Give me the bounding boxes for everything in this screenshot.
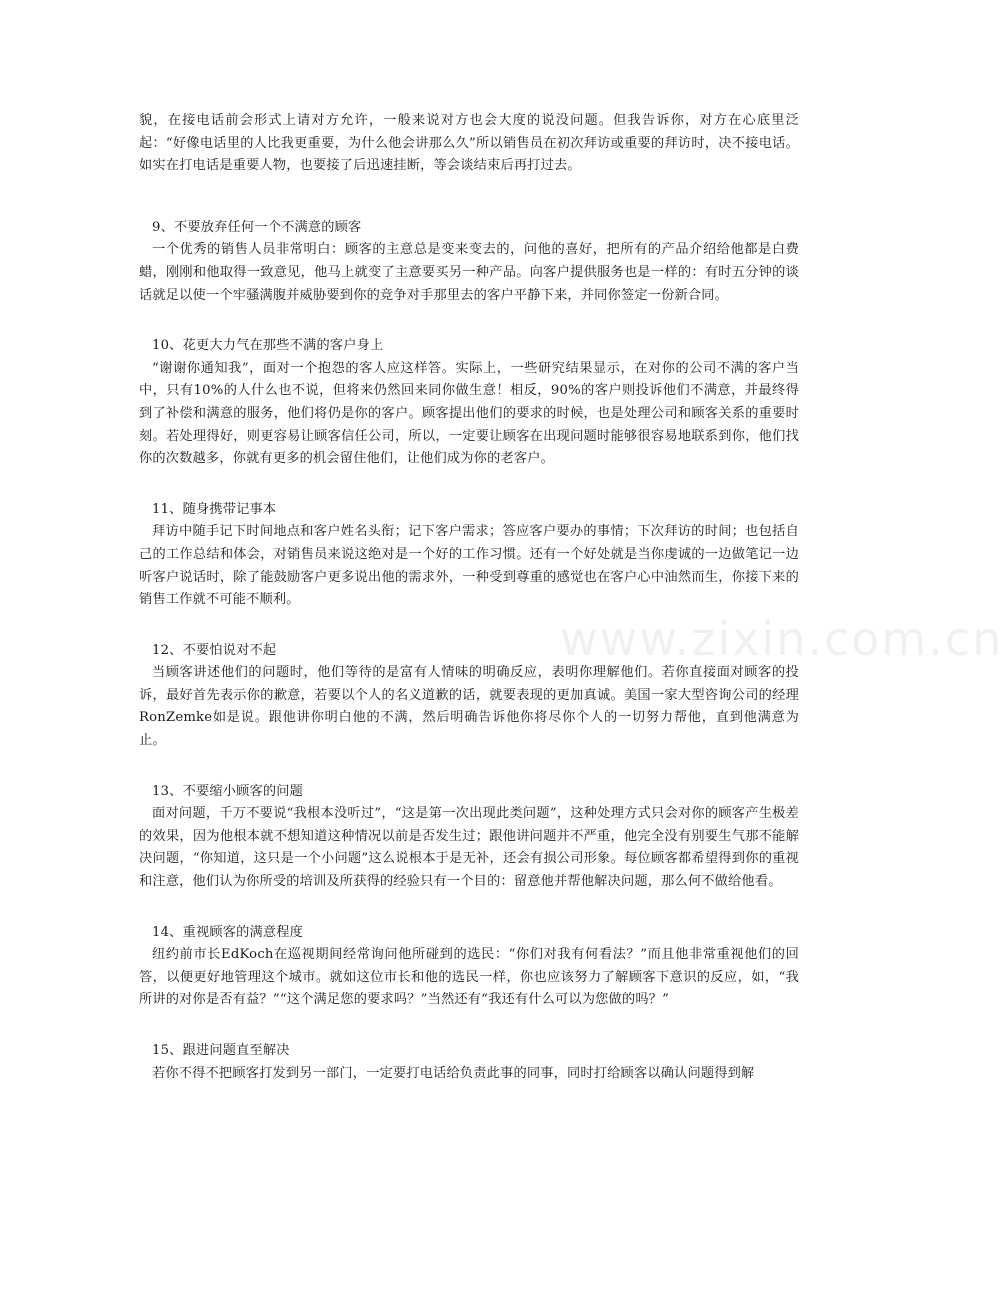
section-heading-14: 14、重视顾客的满意程度: [152, 924, 304, 940]
section-body-10: “谢谢你通知我”，面对一个抱怨的客人应这样答。实际上，一些研究结果显示，在对你的公司不满的客户当中，只有10%的人什么也不说，但将来仍然回来同你做生意！相反，90%的客户则投诉他们不满意，并最终得到了补偿和满意的服务，他们将仍是你的客户。顾客提出他们的要求的时候，也是处理公司和顾客关系的重要时刻。若处理得好，则更容易让顾客信任公司，所以，一定要让顾客在出现问题时能够很容易地联系到你，他们找你的次数越多，你就有更多的机会留住他们，让他们成为你的老客户。: [139, 360, 799, 467]
section-gap: [139, 612, 799, 640]
section-body-15: 若你不得不把顾客打发到另一部门，一定要打电话给负责此事的同事，同时打给顾客以确认问题得到解: [152, 1065, 755, 1081]
section-heading-9: 9、不要放弃任何一个不满意的顾客: [152, 219, 362, 235]
watermark-text: www.zixin.com.cn: [560, 612, 1003, 666]
section-body-12: 当顾客讲述他们的问题时，他们等待的是富有人情味的明确反应，表明你理解他们。若你直接面对顾客的投诉，最好首先表示你的歉意，若要以个人的名义道歉的话，就要表现的更加真诚。美国一家大型咨询公司的经理RonZemke如是说。跟他讲你明白他的不满，然后明确告诉他你将尽你个人的一切努力帮他，直到他满意为止。: [139, 665, 799, 749]
section-heading-11: 11、随身携带记事本: [152, 501, 277, 517]
section-gap: [139, 307, 799, 335]
document-page: [139, 110, 799, 1085]
section-heading-12: 12、不要怕说对不起: [152, 642, 277, 658]
section-body-9: 一个优秀的销售人员非常明白：顾客的主意总是变来变去的，问他的喜好，把所有的产品介绍给他都是白费蜡，刚刚和他取得一致意见，他马上就变了主意要买另一种产品。向客户提供服务也是一样的：有时五分钟的谈话就足以使一个牢骚满腹并威胁要到你的竞争对手那里去的客户平静下来，并同你签定一份新合同。: [139, 242, 799, 303]
section-body-11: 拜访中随手记下时间地点和客户姓名头衔；记下客户需求；答应客户要办的事情；下次拜访的时间；也包括自己的工作总结和体会，对销售员来说这绝对是一个好的工作习惯。还有一个好处就是当你虔诚的一边做笔记一边听客户说话时，除了能鼓励客户更多说出他的需求外，一种受到尊重的感觉也在客户心中油然而生，你接下来的销售工作就不可能不顺利。: [139, 524, 799, 608]
section-body-13: 面对问题，千万不要说“我根本没听过”，“这是第一次出现此类问题”，这种处理方式只会对你的顾客产生极差的效果，因为他根本就不想知道这种情况以前是否发生过；跟他讲问题并不严重，他完全没有别要生气那不能解决问题，“你知道，这只是一个小问题”这么说根本于是无补，还会有损公司形象。每位顾客都希望得到你的重视和注意，他们认为你所受的培训及所获得的经验只有一个目的：留意他并帮他解决问题，那么何不做给他看。: [139, 806, 799, 890]
section-body-14: 纽约前市长EdKoch在巡视期间经常询问他所碰到的选民：“你们对我有何看法？”而且他非常重视他们的回答，以便更好地管理这个城市。就如这位市长和他的选民一样，你也应该努力了解顾客下意识的反应，如，“我所讲的对你是否有益？”“这个满足您的要求吗？”当然还有“我还有什么可以为您做的吗？”: [139, 947, 799, 1008]
section-heading-10: 10、花更大力气在那些不满的客户身上: [152, 338, 384, 354]
section-gap: [139, 753, 799, 781]
section-gap: [139, 471, 799, 499]
section-heading-15: 15、跟进问题直至解决: [152, 1043, 290, 1058]
section-gap: [139, 178, 799, 217]
intro-paragraph: 貌，在接电话前会形式上请对方允许，一般来说对方也会大度的说没问题。但我告诉你，对方在心底里泛起：“好像电话里的人比我更重要，为什么他会讲那么久”所以销售员在初次拜访或重要的拜访时，决不接电话。如实在打电话是重要人物，也要接了后迅速挂断，等会谈结束后再打过去。: [139, 113, 799, 174]
section-gap: [139, 1012, 799, 1040]
section-gap: [139, 894, 799, 922]
section-heading-13: 13、不要缩小顾客的问题: [152, 783, 304, 799]
